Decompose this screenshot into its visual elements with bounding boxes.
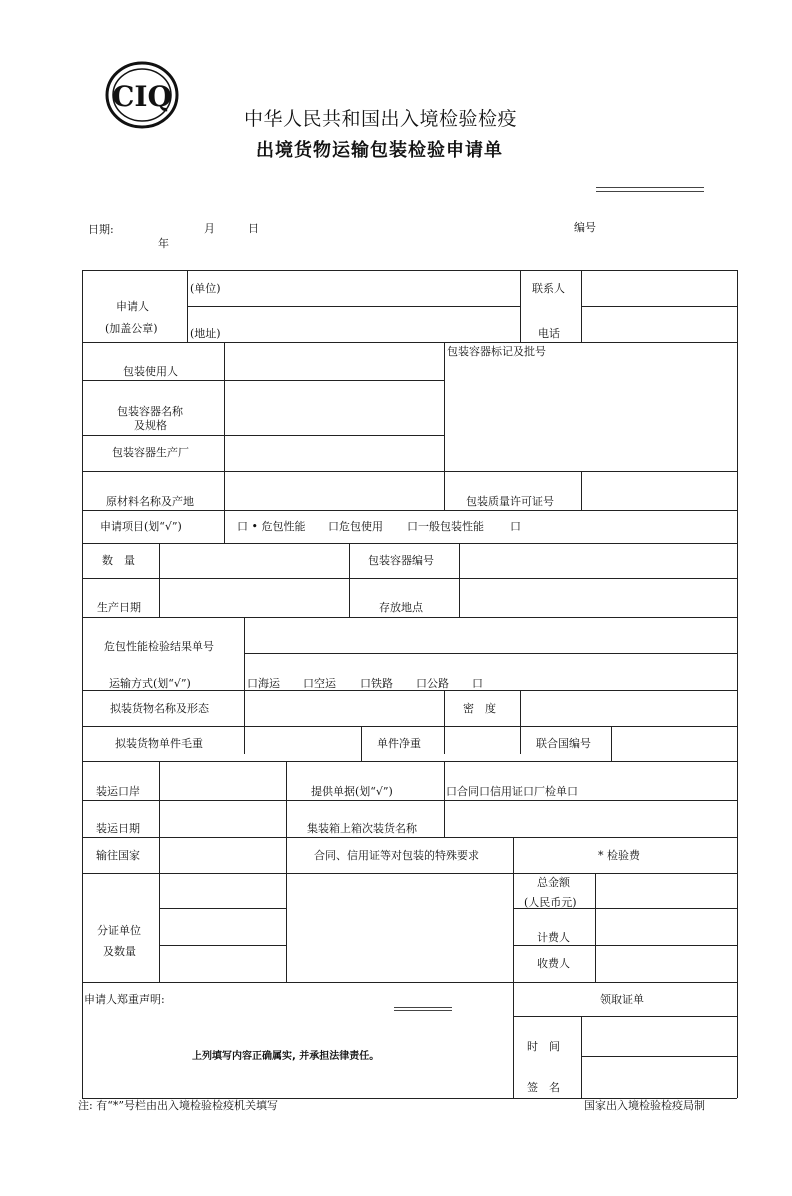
form-title: 出境货物运输包装检验申请单	[256, 140, 503, 161]
quality-license-label: 包装质量许可证号	[466, 495, 554, 508]
authority-title: 中华人民共和国出入境检验检疫	[244, 108, 518, 130]
apply-items-label: 申请项目(划“√”)	[100, 520, 182, 533]
transport-rail[interactable]: 口铁路	[360, 677, 393, 690]
container-name-label: 包装容器名称	[117, 405, 183, 418]
collect-cert-label: 领取证单	[600, 993, 644, 1006]
option-dangerous-performance[interactable]: 口 • 危包性能	[237, 520, 306, 533]
package-user-label: 包装使用人	[123, 365, 178, 378]
signature-line	[394, 1007, 452, 1011]
documents-options[interactable]: 口合同口信用证口厂检单口	[446, 785, 578, 798]
un-number-label: 联合国编号	[536, 737, 591, 750]
ciq-logo-icon	[104, 60, 180, 130]
density-label: 密 度	[463, 702, 496, 715]
transport-air[interactable]: 口空运	[303, 677, 336, 690]
year-label: 年	[158, 237, 169, 250]
collect-time-label: 时 间	[527, 1040, 560, 1053]
goods-name-label: 拟装货物名称及形态	[110, 702, 209, 715]
shipping-date-label: 装运日期	[96, 822, 140, 835]
transport-road[interactable]: 口公路	[416, 677, 449, 690]
inspection-fee-label: * 检验费	[598, 849, 640, 862]
dangerous-result-label: 危包性能检验结果单号	[104, 640, 214, 653]
container-marks-label: 包装容器标记及批号	[447, 345, 546, 358]
applicant-label: 申请人	[116, 300, 149, 313]
serial-number-box	[596, 187, 704, 192]
ciq-logo	[104, 60, 180, 130]
logo-text: CIQ	[112, 80, 172, 113]
month-label: 月	[204, 222, 215, 235]
declaration-label: 申请人郑重声明:	[84, 993, 165, 1006]
option-dangerous-use[interactable]: 口危包使用	[328, 520, 383, 533]
date-label: 日期:	[88, 223, 114, 236]
unit-label: (单位)	[190, 282, 221, 295]
documents-label: 提供单据(划“√”)	[311, 785, 393, 798]
collect-sign-label: 签 名	[527, 1081, 560, 1094]
total-amount-unit: (人民币元)	[524, 896, 577, 909]
storage-location-label: 存放地点	[379, 601, 423, 614]
branch-quantity-label: 及数量	[103, 945, 136, 958]
day-label: 日	[248, 222, 259, 235]
contact-label: 联系人	[532, 282, 565, 295]
footer-note: 注: 有“*”号栏由出入境检验检疫机关填写	[78, 1099, 278, 1112]
option-other[interactable]: 口	[510, 520, 521, 533]
transport-other[interactable]: 口	[472, 677, 483, 690]
production-date-label: 生产日期	[97, 601, 141, 614]
shipping-port-label: 装运口岸	[96, 785, 140, 798]
net-weight-label: 单件净重	[377, 737, 421, 750]
fee-collector-label: 收费人	[537, 957, 570, 970]
option-general-performance[interactable]: 口一般包装性能	[407, 520, 484, 533]
fee-calculator-label: 计费人	[537, 931, 570, 944]
footer-issuer: 国家出入境检验检疫局制	[584, 1099, 705, 1112]
container-goods-label: 集装箱上箱次装货名称	[307, 822, 417, 835]
destination-country-label: 输往国家	[96, 849, 140, 862]
container-number-label: 包装容器编号	[368, 554, 434, 567]
number-label: 编号	[574, 221, 596, 234]
transport-label: 运输方式(划“√”)	[109, 677, 191, 690]
gross-weight-label: 拟装货物单件毛重	[115, 737, 203, 750]
raw-material-label: 原材料名称及产地	[106, 495, 194, 508]
quantity-label: 数 量	[102, 554, 135, 567]
phone-label: 电话	[538, 327, 560, 340]
address-label: (地址)	[190, 327, 221, 340]
applicant-stamp-label: (加盖公章)	[105, 322, 158, 335]
declaration-statement: 上列填写内容正确属实, 并承担法律责任。	[192, 1051, 380, 1062]
transport-sea[interactable]: 口海运	[247, 677, 280, 690]
total-amount-label: 总金额	[537, 876, 570, 889]
branch-unit-label: 分证单位	[97, 924, 141, 937]
container-spec-label: 及规格	[134, 419, 167, 432]
special-requirements-label: 合同、信用证等对包装的特殊要求	[314, 849, 479, 862]
manufacturer-label: 包装容器生产厂	[112, 446, 189, 459]
